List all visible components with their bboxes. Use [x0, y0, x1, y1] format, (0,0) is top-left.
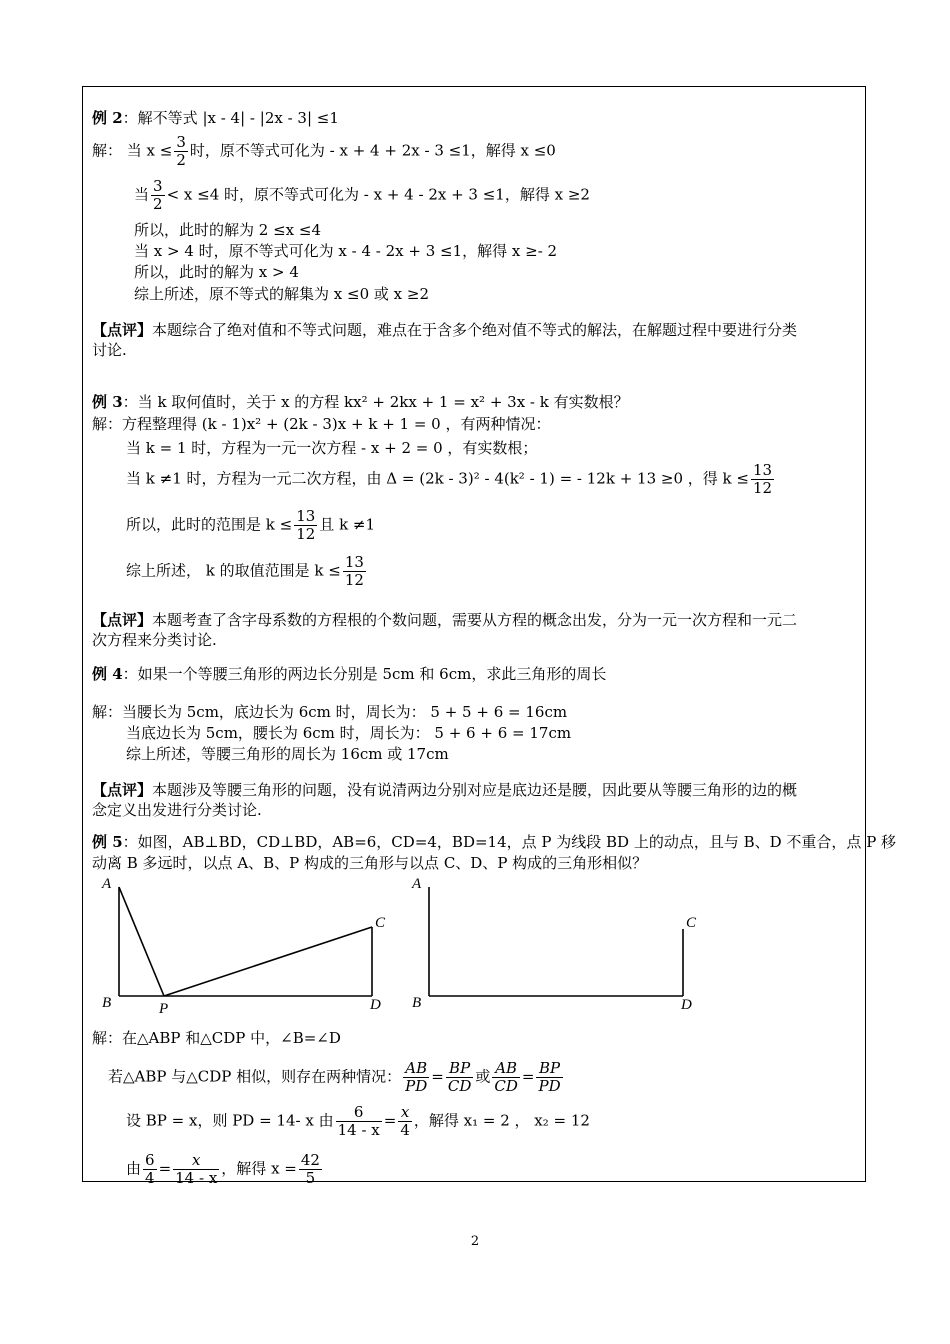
ex3-label: 例 3 — [92, 393, 123, 411]
denominator: PD — [538, 1077, 561, 1095]
ex2-review — [92, 320, 797, 340]
label-d: D — [681, 997, 692, 1013]
label-a: A — [412, 876, 422, 892]
ex3-title — [92, 392, 629, 412]
ex2-sol2-text-a: 当 — [134, 185, 150, 204]
label-p: P — [159, 1001, 169, 1017]
ex5-sol-line1: 解：在△ABP 和△CDP 中，∠B=∠D — [92, 1029, 341, 1047]
numerator: 13 — [344, 553, 364, 571]
ex2-title — [92, 108, 339, 128]
numerator: x — [173, 1152, 219, 1170]
ex5-sol3-text-a: 设 BP = x，则 PD = 14- x 由 — [126, 1111, 334, 1130]
ex2-sol-line6: 综上所述，原不等式的解集为 x ≤0 或 x ≥2 — [134, 285, 429, 303]
ex5-sol2-text: 若△ABP 与△CDP 相似，则存在两种情况： — [108, 1067, 402, 1086]
fraction — [492, 1060, 520, 1095]
ex4-label: 例 4 — [92, 665, 123, 683]
review-text: 本题综合了绝对值和不等式问题，难点在于含多个绝对值不等式的解法，在解题过程中要进行分类 — [152, 321, 798, 339]
ex3-sol-line5 — [126, 554, 368, 589]
fraction — [151, 178, 165, 213]
review-text: 本题涉及等腰三角形的问题，没有说清两边分别对应是底边还是腰，因此要从等腰三角形的边的概 — [152, 781, 798, 799]
numerator: BP — [446, 1060, 474, 1078]
numerator: AB — [403, 1060, 429, 1078]
ex3-sol-line3 — [126, 462, 776, 497]
ex5-problem: ：如图，AB⊥BD，CD⊥BD，AB=6，CD=4，BD=14，点 P 为线段 BD 上的动点，且与 B、D 不重合，点 P 移 — [122, 833, 897, 851]
ex3-sol3-text: 当 k ≠1 时，方程为一元二次方程，由 Δ = (2k - 3)² - 4(k² - 1) = - 12k + 13 ≥0 ，得 k ≤ — [126, 469, 749, 488]
denominator: 2 — [153, 195, 163, 213]
ex2-sol-line3: 所以，此时的解为 2 ≤x ≤4 — [134, 221, 321, 239]
or-text: 或 — [475, 1067, 491, 1086]
ex4-title — [92, 664, 606, 684]
review-label: 【点评】 — [92, 781, 153, 799]
ex4-sol-line3: 综上所述，等腰三角形的周长为 16cm 或 17cm — [126, 745, 449, 763]
ex5-sol-line3: 设 BP = x，则 PD = 14- x 由 $\frac{6}{14 - x}$ = $\frac{x}{4}$ ，解得 x₁ = 2 ， x₂ = 12 — [126, 1103, 590, 1139]
label-b: B — [102, 995, 112, 1011]
numerator: 13 — [296, 507, 316, 525]
ex5-title-line2: 动离 B 多远时，以点 A、B、P 构成的三角形与以点 C、D、P 构成的三角形相似？ — [92, 854, 648, 872]
ex4-sol-line2: 当底边长为 5cm，腰长为 6cm 时，周长为： 5 + 6 + 6 = 17cm — [126, 724, 572, 742]
ex3-review — [92, 610, 797, 630]
ex5-sol-line4: 由 $\frac{6}{4}$ = $\frac{x}{14 - x}$ ，解得 x = $\frac{42}{5}$ — [126, 1151, 320, 1187]
numerator: AB — [492, 1060, 520, 1078]
ex2-label: 例 2 — [92, 109, 123, 127]
ex4-problem: ：如果一个等腰三角形的两边长分别是 5cm 和 6cm，求此三角形的周长 — [122, 665, 607, 683]
ex3-sol-line1: 解：方程整理得 (k - 1)x² + (2k - 3)x + k + 1 = 0 ，有两种情况： — [92, 415, 551, 433]
numerator: 3 — [176, 133, 186, 151]
ex2-sol1-text-a: 解： 当 x ≤ — [92, 141, 173, 160]
ex4-review — [92, 780, 797, 800]
denominator: CD — [447, 1077, 472, 1095]
ex3-sol4-text-b: 且 k ≠1 — [319, 515, 376, 534]
denominator: CD — [494, 1077, 518, 1095]
denominator: 14 - x — [337, 1121, 380, 1139]
numerator: BP — [536, 1060, 562, 1078]
ex5-sol-line2: 若△ABP 与△CDP 相似，则存在两种情况： $\frac{AB}{PD}$ = $\frac{BP}{CD}$ 或 $\frac{AB}{CD}$ = $\frac{BP}{PD}$ — [108, 1059, 561, 1095]
review-text: 本题考查了含字母系数的方程根的个数问题，需要从方程的概念出发，分为一元一次方程和一元二 — [152, 611, 798, 629]
ex5-sol4-text-b: ，解得 x = — [221, 1159, 297, 1178]
review-label: 【点评】 — [92, 321, 153, 339]
ex2-sol2-text-b: < x ≤4 时，原不等式可化为 - x + 4 - 2x + 3 ≤1，解得 x ≥2 — [166, 185, 590, 204]
fraction — [336, 1104, 382, 1139]
label-c: C — [686, 915, 697, 931]
fraction — [294, 508, 317, 543]
review-label: 【点评】 — [92, 611, 153, 629]
ex3-sol5-text: 综上所述， k 的取值范围是 k ≤ — [126, 561, 341, 580]
denominator: 2 — [176, 151, 186, 169]
denominator: 4 — [400, 1121, 410, 1139]
fraction — [143, 1152, 157, 1187]
denominator: 4 — [145, 1169, 155, 1187]
ex2-sol-line4: 当 x > 4 时，原不等式可化为 x - 4 - 2x + 3 ≤1，解得 x ≥- 2 — [134, 242, 558, 260]
denominator: 12 — [344, 571, 364, 589]
label-c: C — [375, 915, 386, 931]
denominator: 14 - x — [175, 1169, 218, 1187]
fraction — [398, 1104, 412, 1139]
fraction — [403, 1060, 429, 1095]
ex3-review-line2: 次方程来分类讨论. — [92, 631, 217, 649]
ex2-sol-line5: 所以，此时的解为 x > 4 — [134, 263, 299, 281]
ex2-sol-line2 — [134, 178, 590, 213]
numerator: 3 — [153, 177, 163, 195]
ex3-problem: ：当 k 取何值时，关于 x 的方程 kx² + 2kx + 1 = x² + 3x - k 有实数根？ — [122, 393, 629, 411]
denominator: 12 — [296, 525, 316, 543]
ex3-sol4-text-a: 所以，此时的范围是 k ≤ — [126, 515, 293, 534]
ex2-sol-line1 — [92, 134, 556, 169]
numerator: 6 — [145, 1151, 155, 1169]
denominator: 12 — [752, 479, 773, 497]
ex5-label: 例 5 — [92, 833, 123, 851]
label-d: D — [370, 997, 381, 1013]
fraction — [751, 462, 774, 497]
denominator: 5 — [305, 1169, 316, 1187]
ex4-review-line2: 念定义出发进行分类讨论. — [92, 801, 262, 819]
fraction — [536, 1060, 562, 1095]
denominator: PD — [405, 1077, 428, 1095]
numerator: 13 — [752, 461, 773, 479]
fraction — [343, 554, 366, 589]
ex5-title — [92, 832, 896, 852]
label-b: B — [412, 995, 422, 1011]
numerator: 42 — [300, 1151, 320, 1169]
fraction — [446, 1060, 474, 1095]
fraction — [173, 1152, 219, 1187]
fraction — [174, 134, 188, 169]
ex5-sol4-text-a: 由 — [126, 1159, 142, 1178]
ex2-review-line2: 讨论. — [92, 341, 127, 359]
ex3-sol-line4 — [126, 508, 375, 543]
numerator: 6 — [336, 1104, 382, 1122]
page-number: 2 — [470, 1234, 480, 1249]
label-a: A — [102, 876, 112, 892]
ex3-sol-line2: 当 k = 1 时，方程为一元一次方程 - x + 2 = 0 ，有实数根； — [126, 439, 538, 457]
ex2-problem: ：解不等式 |x - 4| - |2x - 3| ≤1 — [122, 109, 339, 127]
numerator: x — [398, 1104, 412, 1122]
ex2-sol1-text-b: 时，原不等式可化为 - x + 4 + 2x - 3 ≤1，解得 x ≤0 — [189, 141, 556, 160]
ex4-sol-line1: 解：当腰长为 5cm，底边长为 6cm 时，周长为： 5 + 5 + 6 = 16cm — [92, 703, 568, 721]
fraction — [299, 1152, 322, 1187]
ex5-sol3-text-b: ，解得 x₁ = 2 ， x₂ = 12 — [413, 1111, 590, 1130]
